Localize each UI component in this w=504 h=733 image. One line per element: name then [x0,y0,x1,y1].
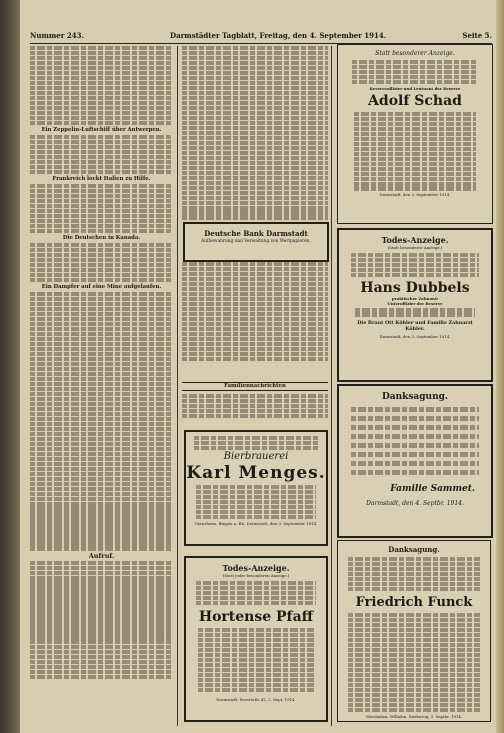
ad-title: Statt besonderer Anzeige. [375,50,455,57]
ad-role-2: Unteroffizier der Reserve [387,300,443,306]
article-text [182,46,328,220]
newspaper-page [20,0,504,733]
article-heading: Frankreich lockt Italien zu Hilfe. [52,176,151,183]
article-text [30,243,173,282]
article-text [182,394,328,418]
book-binding [0,0,20,733]
ad-place: Darmstadt, den 3. September 1914. [379,334,451,340]
ad-rank: Reserveoffizier und Leutnant der Reserve [369,85,461,91]
section-heading: Familiennachrichten [182,382,328,391]
notice-text [186,626,326,695]
notice-text [186,432,326,450]
ad-title: Danksagung. [388,545,440,554]
death-notice-menges [184,430,328,546]
ad-text [338,58,492,87]
ad-text [339,403,491,483]
page-header [30,31,492,44]
death-notice-pfaff [184,556,328,722]
page-edge [496,0,504,733]
ad-signature: Familie Sammet. [390,484,475,494]
bank-ad [183,222,329,262]
article-heading: Ein Dampfer auf eine Mine aufgelaufen. [41,284,162,291]
ad-family: Die Braut Ott Köhler und Familie Zahnarzt Köhler. [357,320,473,333]
ad-name: Hans Dubbels [360,279,470,296]
paper-title: Darmstädter Tagblatt, Freitag, den 4. September 1914. [170,31,387,40]
issue-number: Nummer 243. [30,31,84,40]
article-text [182,262,328,361]
notice-place: Darmstadt, Seestraße 42, 3. Sept. 1914. [216,696,296,702]
ad-name: Adolf Schad [368,92,462,109]
ad-danksagung-sammet [337,384,493,538]
ad-danksagung-funck [337,540,491,722]
article-heading: Die Deutschen in Kanada. [62,235,141,242]
bank-name: Deutsche Bank Darmstadt [204,229,308,238]
ad-title: Danksagung. [381,392,449,402]
notice-name: Karl Menges. [186,462,326,483]
bank-subtitle: Aufbewahrung und Verwaltung von Wertpapieren. [201,239,311,244]
article-text [30,46,173,125]
column-rule [177,46,178,726]
ad-place: Wiesbaden, Wilhelm. Diefenrog, 3. Septbr. 1914. [365,713,463,719]
column-middle-text [182,262,328,372]
ad-title: Todes-Anzeige. [381,235,449,245]
ad-place: Darmstadt, den 4. Septbr. 1914. [366,500,464,507]
ad-role: praktischer Zahnarzt [391,295,439,301]
article-text [30,561,173,680]
ad-name: Friedrich Funck [355,594,473,610]
notice-text [186,579,326,608]
notice-text [186,483,326,519]
article-text [30,292,173,550]
notice-title: Bierbrauerei [223,450,289,462]
ad-text [339,251,491,280]
ad-text [338,555,490,594]
column-middle-text-2 [182,394,328,434]
column-news [30,46,173,726]
ad-place: Darmstadt, den 3. September 1914. [379,192,451,198]
notice-subtitle: (Statt jeder besonderen Anzeige.) [222,573,290,578]
ad-text [338,110,492,194]
ad-schad [337,44,493,224]
notice-title: Todes-Anzeige. [222,563,290,573]
notice-place: Gernsheim, Bingen a. Rh. Darmstadt, den 3. September 1914. [194,521,318,527]
page-number: Seite 5. [462,31,492,40]
notice-name: Hortense Pfaff [198,608,314,625]
column-rule [331,46,332,726]
ad-text [338,611,490,715]
ad-text [339,306,491,320]
article-text [30,184,173,233]
ad-dubbels [337,228,493,382]
ad-subtitle: (Statt besonderer Anzeige.) [387,245,443,250]
article-text [30,135,173,174]
article-heading: Aufruf. [88,551,115,560]
article-heading: Ein Zeppelin-Luftschiff über Antwerpen. [41,126,162,133]
